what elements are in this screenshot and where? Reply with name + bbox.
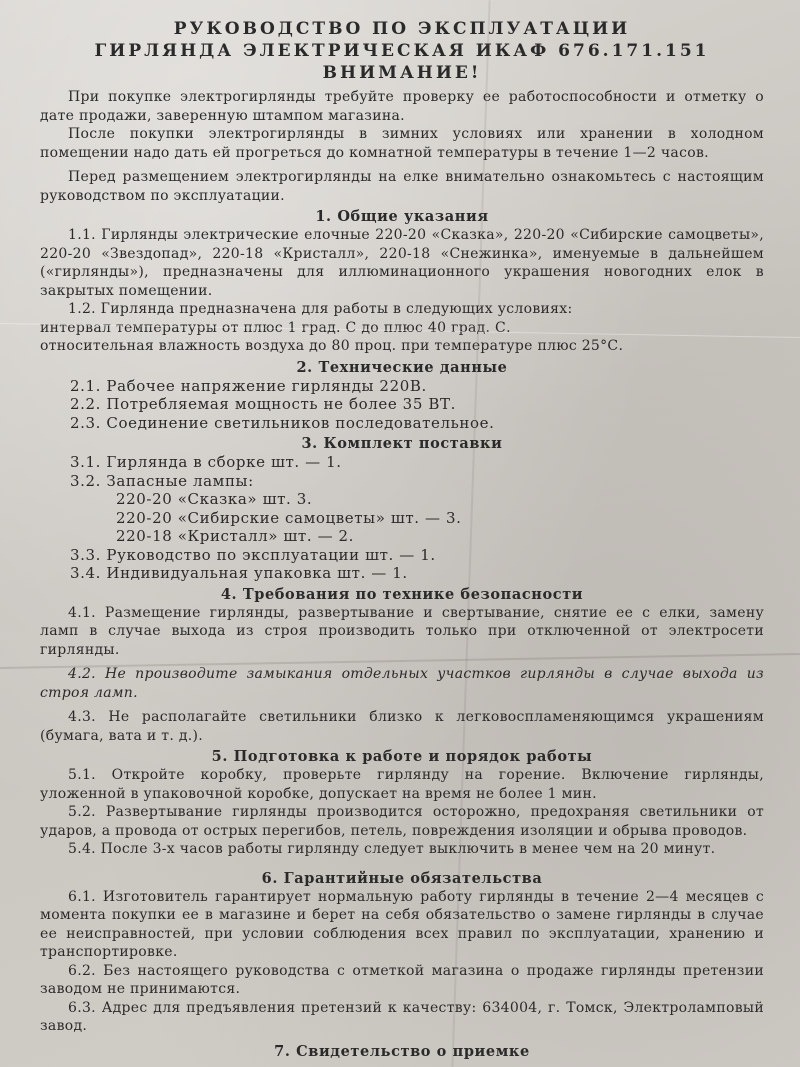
paragraph-5-4: 5.4. После 3-х часов работы гирлянду следует выключить в менее чем на 20 минут. — [68, 841, 716, 857]
contents-row: 3.4. Индивидуальная упаковка шт. — 1. — [70, 564, 408, 582]
section-heading-acceptance: 7. Свидетельство о приемке — [274, 1042, 530, 1060]
section-heading-safety: 4. Требования по технике безопасности — [220, 585, 584, 603]
paragraph-4-3: 4.3. Не располагайте светильники близко к легковоспламеняющимся украшениям (бумага, вата и т. д.). — [40, 709, 764, 744]
paragraph-4-2: 4.2. Не производите замыкания отдельных участков гирлянды в случае выхода из строя ламп. — [40, 666, 764, 701]
paragraph-1-2: 1.2. Гирлянда предназначена для работы в следующих условиях: — [68, 301, 573, 317]
paragraph-5-1: 5.1. Откройте коробку, проверьте гирлянду на горение. Включение гирлянды, уложенной в упаковочной коробке, допускает на время не более 1 мин. — [40, 767, 764, 802]
section-heading-contents: 3. Комплект поставки — [301, 435, 503, 452]
intro-paragraph: После покупки электрогирлянды в зимних условиях или хранении в холодном помещении надо дать ей прогреться до комнатной температуры в течение 1—2 часов. — [40, 126, 764, 161]
paragraph-1-1: 1.1. Гирлянды электрические елочные 220-20 «Сказка», 220-20 «Сибирские самоцветы», 220-20 «Звездопад», 220-18 «Кристалл», 220-18 «Снежинка», именуемые в дальнейшем («гирлянды»), предназначены для иллюминационного украшения новогодних елок в закрытых помещении. — [40, 227, 764, 299]
document-subtitle: ГИРЛЯНДА ЭЛЕКТРИЧЕСКАЯ ИКАФ 676.171.151 — [94, 41, 710, 61]
paragraph-6-1: 6.1. Изготовитель гарантирует нормальную работу гирлянды в течение 2—4 месяцев с момента покупки ее в магазине и берет на себя обязательство о замене гирлянды в случае ее неисправностей, при условии соблюдения всех правил по эксплуатации, хранению и транспортировке. — [40, 888, 764, 960]
spec-row: 2.2. Потребляемая мощность не более 35 ВТ. — [70, 395, 456, 413]
section-heading-technical: 2. Технические данные — [296, 358, 508, 376]
paragraph-4-1: 4.1. Размещение гирлянды, развертывание и свертывание, снятие ее с елки, замену ламп в случае выхода из строя производить только при отключенной от электросети гирлянды. — [40, 604, 764, 658]
spare-lamp-row: 220-18 «Кристалл» шт. — 2. — [116, 527, 355, 545]
section-heading-warranty: 6. Гарантийные обязательства — [261, 869, 543, 887]
attention-heading: ВНИМАНИЕ! — [322, 63, 482, 83]
spare-lamp-row: 220-20 «Сказка» шт. 3. — [116, 490, 313, 508]
paragraph-1-2-temperature: интервал температуры от плюс 1 град. С до плюс 40 град. С. — [40, 319, 511, 336]
paragraph-6-2: 6.2. Без настоящего руководства с отметкой магазина о продаже гирлянды претензии заводом не принимаются. — [40, 962, 764, 997]
section-heading-general: 1. Общие указания — [315, 208, 489, 225]
intro-paragraph: При покупке электрогирлянды требуйте проверку ее работоспособности и отметку о дате продажи, заверенную штампом магазина. — [40, 89, 764, 124]
section-heading-preparation: 5. Подготовка к работе и порядок работы — [211, 748, 593, 765]
spare-lamp-row: 220-20 «Сибирские самоцветы» шт. — 3. — [116, 508, 462, 527]
contents-row: 3.2. Запасные лампы: — [70, 471, 254, 490]
paragraph-1-2-humidity: относительная влажность воздуха до 80 проц. при температуре плюс 25°С. — [40, 338, 624, 354]
paragraph-5-2: 5.2. Развертывание гирлянды производится осторожно, предохраняя светильники от ударов, а провода от острых перегибов, петель, повреждения изоляции и обрыва проводов. — [40, 804, 764, 839]
contents-row: 3.3. Руководство по эксплуатации шт. — 1. — [70, 545, 436, 564]
paragraph-6-3: 6.3. Адрес для предъявления претензий к качеству: 634004, г. Томск, Электроламповый завод. — [40, 999, 764, 1034]
contents-row: 3.1. Гирлянда в сборке шт. — 1. — [70, 453, 342, 471]
intro-paragraph: Перед размещением электрогирлянды на елке внимательно ознакомьтесь с настоящим руководством по эксплуатации. — [40, 169, 764, 204]
spec-row: 2.1. Рабочее напряжение гирлянды 220В. — [70, 376, 427, 395]
spec-row: 2.3. Соединение светильников последовательное. — [70, 413, 495, 432]
document-title: РУКОВОДСТВО ПО ЭКСПЛУАТАЦИИ — [173, 19, 631, 39]
